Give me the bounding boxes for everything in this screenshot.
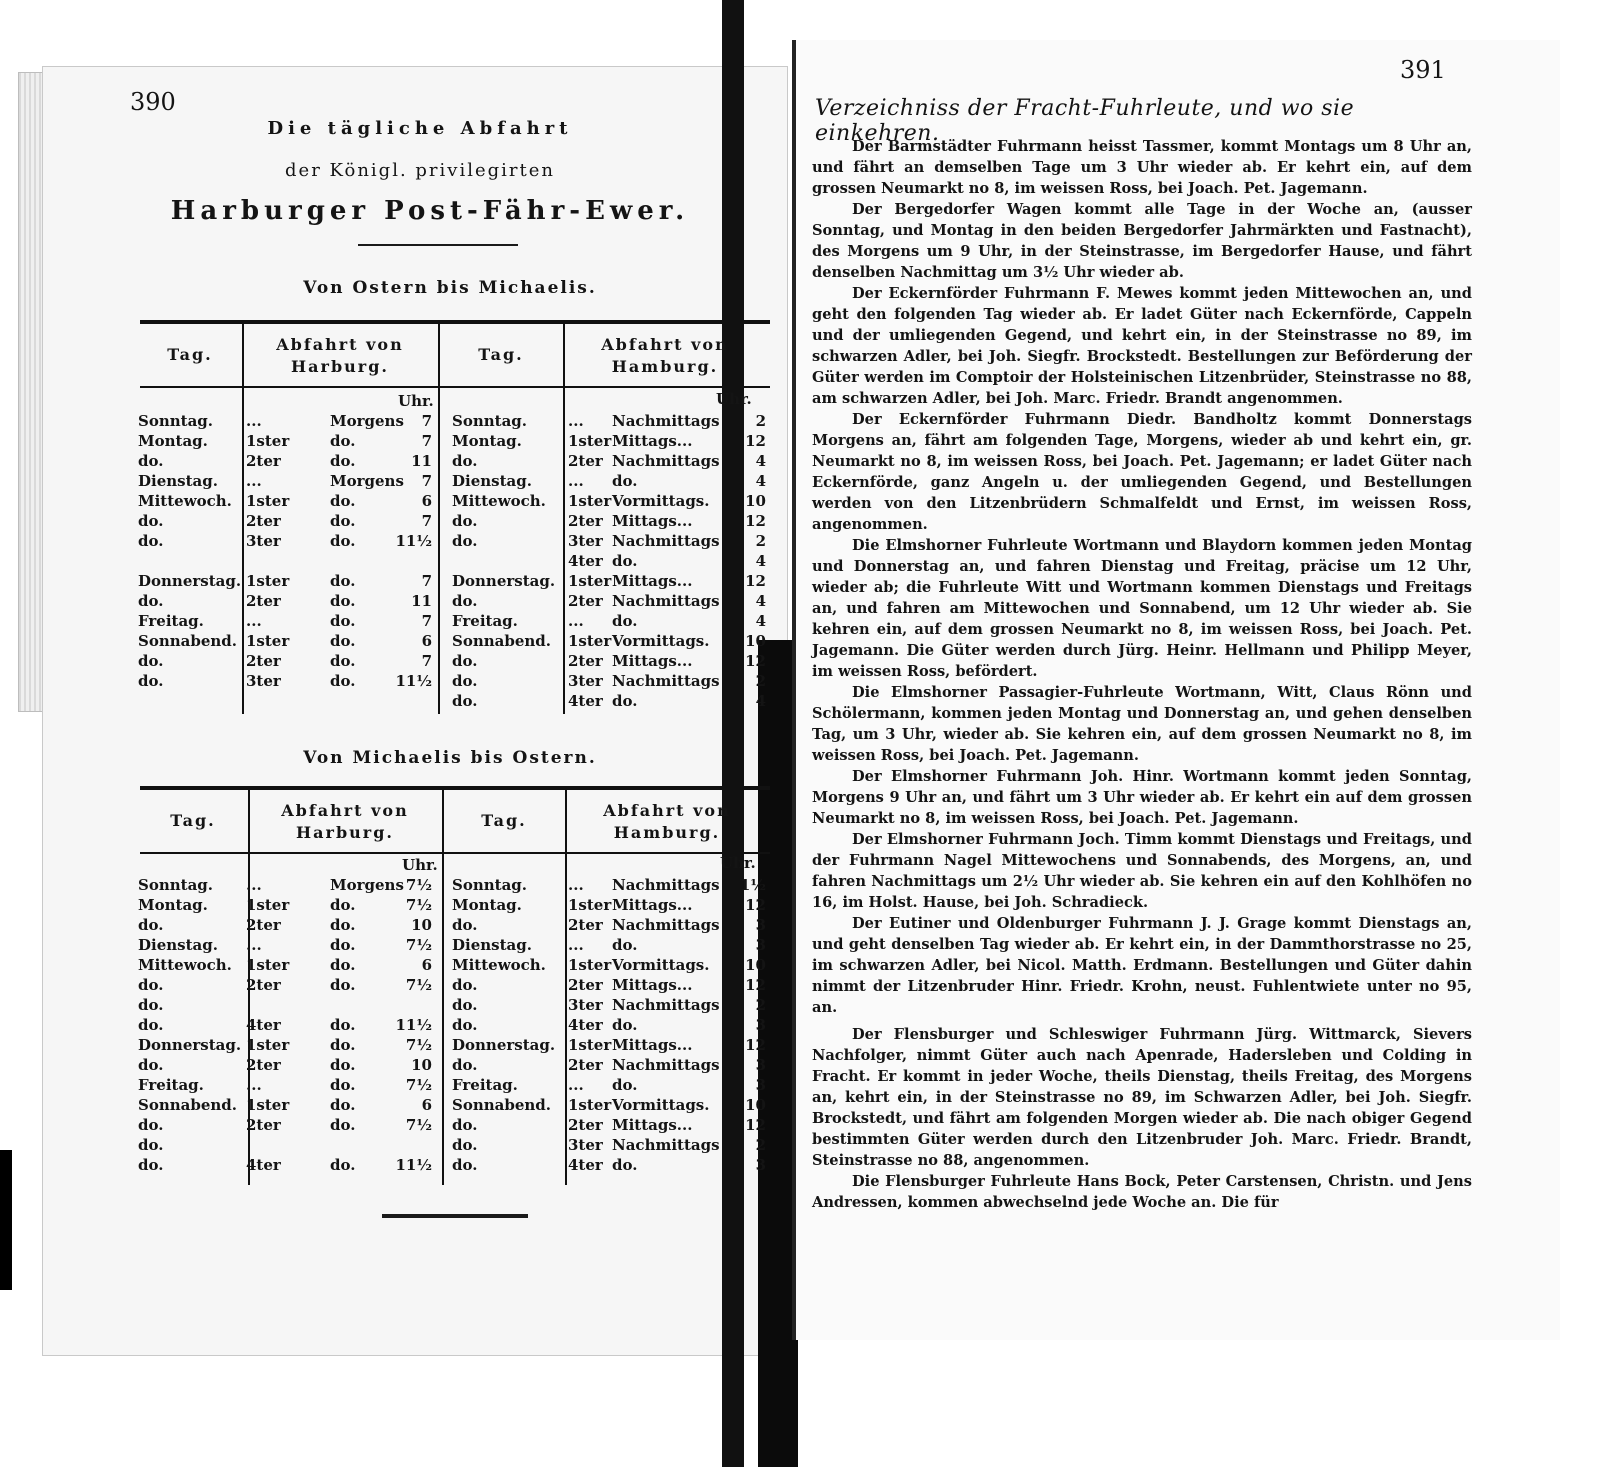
cell-b-hour: 12 xyxy=(745,896,766,914)
cell-b-ord: 1ster xyxy=(568,956,612,974)
cell-h-hour: 7 xyxy=(421,412,432,430)
cell-h-hour: 11 xyxy=(411,452,432,470)
cell-b-time: Nachmittags xyxy=(612,592,720,610)
col-abfahrt-harburg: Abfahrt von Harburg. xyxy=(281,801,409,842)
cell-h-hour: 7½ xyxy=(405,976,432,994)
cell-b-hour: 4 xyxy=(755,472,766,490)
cell-b-ord: 2ter xyxy=(568,592,603,610)
cell-day2: Sonnabend. xyxy=(452,632,552,650)
cell-b-hour: 2 xyxy=(755,996,766,1014)
cell-b-ord: 2ter xyxy=(568,916,603,934)
cell-h-ord: 1ster xyxy=(246,432,290,450)
table-top-rule xyxy=(140,320,770,324)
cell-b-time: do. xyxy=(612,1156,638,1174)
cell-b-time: do. xyxy=(612,692,638,710)
cell-h-hour: 11½ xyxy=(395,532,432,550)
carrier-paragraph: Der Bergedorfer Wagen kommt alle Tage in der Woche an, (ausser Sonntag, und Montag in den beiden Bergedorfer Jahrmärkten und Fastnacht), des Morgens um 9 Uhr, in der Steinstrasse, im Bergedorfer Hause, und fährt denselben Nachmittag um 3½ Uhr wieder ab. xyxy=(812,201,1472,281)
carrier-paragraphs xyxy=(812,136,1472,1213)
cell-day2: Montag. xyxy=(452,896,522,914)
cell-b-hour: 12 xyxy=(745,1116,766,1134)
cell-b-ord: 2ter xyxy=(568,976,603,994)
cell-b-ord: ... xyxy=(568,936,584,954)
cell-b-time: Vormittags. xyxy=(612,632,710,650)
carrier-paragraph: Der Elmshorner Fuhrmann Joch. Timm kommt Dienstags und Freitags, und der Fuhrmann Nagel Mittewochens und Sonnabends, des Morgens, an, und fahren Nachmittags um 2½ Uhr wieder ab. Sie kehren ein auf den Kohlhöfen no 16, im Holst. Hause, bei Joh. Schradieck. xyxy=(812,831,1472,911)
cell-day2: do. xyxy=(452,532,478,550)
cell-h-time: do. xyxy=(330,672,356,690)
cell-b-hour: 3 xyxy=(755,916,766,934)
cell-day: do. xyxy=(138,512,164,530)
carrier-paragraph: Der Eckernförder Fuhrmann F. Mewes kommt jeden Mittewochen an, und geht den folgenden Tag wieder ab. Er ladet Güter nach Eckernförde, Cappeln und der umliegenden Gegend, und kehrt ein, in der Steinstrasse no 89, im schwarzen Adler, bei Joh. Siegfr. Brockstedt. Bestellungen zur Beförderung der Güter werden im Comptoir der Holsteinischen Litzenbrüder, Steinstrasse no 88, am schwarzen Adler, bei Joh. Marc. Friedr. Brandt angenommen. xyxy=(812,285,1472,407)
table-row xyxy=(140,1036,770,1056)
cell-day2: do. xyxy=(452,672,478,690)
cell-day2: do. xyxy=(452,996,478,1014)
cell-b-time: Mittags... xyxy=(612,1116,693,1134)
cell-h-ord: ... xyxy=(246,472,262,490)
table-row xyxy=(140,916,770,936)
cell-h-ord: ... xyxy=(246,1076,262,1094)
cell-day: Donnerstag. xyxy=(138,1036,242,1054)
cell-h-hour: 11½ xyxy=(395,672,432,690)
cell-h-hour: 7 xyxy=(421,512,432,530)
cell-b-ord: 1ster xyxy=(568,572,612,590)
cell-day2: Dienstag. xyxy=(452,472,532,490)
cell-b-ord: 1ster xyxy=(568,896,612,914)
cell-b-ord: 1ster xyxy=(568,432,612,450)
cell-b-hour: 3 xyxy=(755,936,766,954)
cell-h-ord: 4ter xyxy=(246,1016,281,1034)
cell-b-time: Nachmittags xyxy=(612,452,720,470)
cell-h-ord: 1ster xyxy=(246,572,290,590)
col-tag-2: Tag. xyxy=(481,811,527,830)
cell-b-ord: 3ter xyxy=(568,532,603,550)
cell-h-ord: 2ter xyxy=(246,652,281,670)
cell-h-time: Morgens xyxy=(330,412,404,430)
cell-b-hour: 2 xyxy=(755,672,766,690)
closing-rule xyxy=(382,1214,528,1218)
col-abfahrt-harburg: Abfahrt von Harburg. xyxy=(276,335,404,376)
cell-day2: do. xyxy=(452,1116,478,1134)
cell-day2: Mittewoch. xyxy=(452,492,546,510)
cell-day: do. xyxy=(138,672,164,690)
cell-b-ord: 2ter xyxy=(568,452,603,470)
cell-h-time: do. xyxy=(330,592,356,610)
cell-b-time: Mittags... xyxy=(612,1036,693,1054)
cell-b-time: do. xyxy=(612,1076,638,1094)
cell-day2: Sonntag. xyxy=(452,876,528,894)
table-row xyxy=(140,492,770,512)
cell-b-hour: 4 xyxy=(755,612,766,630)
cell-h-time: do. xyxy=(330,916,356,934)
cell-day2: Freitag. xyxy=(452,1076,518,1094)
scan-edge xyxy=(0,1150,12,1290)
cell-day: do. xyxy=(138,532,164,550)
cell-h-hour: 7½ xyxy=(405,1076,432,1094)
cell-day: do. xyxy=(138,996,164,1014)
cell-b-hour: 2 xyxy=(755,1136,766,1154)
cell-b-hour: 12 xyxy=(745,572,766,590)
cell-day2: Sonnabend. xyxy=(452,1096,552,1114)
uhr-label-2: Uhr. xyxy=(716,390,752,408)
cell-b-time: Mittags... xyxy=(612,976,693,994)
summer-table xyxy=(140,320,770,720)
cell-day2: do. xyxy=(452,1056,478,1074)
cell-b-time: Mittags... xyxy=(612,896,693,914)
cell-h-hour: 7 xyxy=(421,612,432,630)
cell-b-ord: ... xyxy=(568,412,584,430)
cell-day: Dienstag. xyxy=(138,472,218,490)
heading-line-2: der Königl. privilegirten xyxy=(285,160,555,181)
cell-h-hour: 7½ xyxy=(405,896,432,914)
cell-b-hour: 12 xyxy=(745,976,766,994)
table-row xyxy=(140,432,770,452)
cell-day: do. xyxy=(138,1116,164,1134)
cell-b-ord: 3ter xyxy=(568,996,603,1014)
cell-b-time: Mittags... xyxy=(612,512,693,530)
header-rule xyxy=(140,852,770,854)
heading-line-3: Harburger Post-Fähr-Ewer. xyxy=(170,196,690,226)
winter-title: Von Michaelis bis Ostern. xyxy=(303,748,597,768)
cell-h-hour: 7 xyxy=(421,652,432,670)
cell-b-hour: 12 xyxy=(745,512,766,530)
right-page-number: 391 xyxy=(1400,56,1446,84)
cell-b-hour: 4 xyxy=(755,452,766,470)
summer-title: Von Ostern bis Michaelis. xyxy=(303,278,597,298)
carrier-paragraph: Der Eutiner und Oldenburger Fuhrmann J. J. Grage kommt Dienstags an, und geht denselben Tag wieder ab. Er kehrt ein, in der Dammthorstrasse no 25, im schwarzen Adler, bei Nicol. Matth. Erdmann. Bestellungen und Güter dahin nimmt der Litzenbruder Hinr. Friedr. Krohn, neust. Fuhlentwiete unter no 95, an. xyxy=(812,915,1472,1016)
cell-b-hour: 1½ xyxy=(739,876,766,894)
cell-b-ord: 4ter xyxy=(568,1016,603,1034)
cell-day2: do. xyxy=(452,916,478,934)
cell-b-hour: 3 xyxy=(755,1056,766,1074)
cell-b-hour: 2 xyxy=(755,532,766,550)
cell-b-time: do. xyxy=(612,612,638,630)
cell-b-hour: 4 xyxy=(755,592,766,610)
cell-day2: Freitag. xyxy=(452,612,518,630)
uhr-label: Uhr. xyxy=(402,856,438,874)
cell-b-ord: 4ter xyxy=(568,552,603,570)
cell-b-hour: 10 xyxy=(745,956,766,974)
cell-h-hour: 7½ xyxy=(405,1036,432,1054)
table-row xyxy=(140,936,770,956)
cell-h-hour: 7 xyxy=(421,472,432,490)
col-abfahrt-hamburg: Abfahrt von Hamburg. xyxy=(601,335,729,376)
cell-h-ord: ... xyxy=(246,876,262,894)
cell-b-hour: 4 xyxy=(755,552,766,570)
cell-day2: do. xyxy=(452,592,478,610)
cell-b-ord: 2ter xyxy=(568,1116,603,1134)
cell-h-time: Morgens xyxy=(330,876,404,894)
cell-day: Sonntag. xyxy=(138,412,214,430)
cell-b-ord: ... xyxy=(568,876,584,894)
table-row xyxy=(140,652,770,672)
cell-day: Sonntag. xyxy=(138,876,214,894)
cell-b-time: do. xyxy=(612,472,638,490)
cell-b-ord: 2ter xyxy=(568,512,603,530)
cell-b-hour: 3 xyxy=(755,1076,766,1094)
cell-b-time: do. xyxy=(612,1016,638,1034)
cell-day2: do. xyxy=(452,512,478,530)
cell-b-ord: 1ster xyxy=(568,632,612,650)
cell-b-time: Nachmittags xyxy=(612,916,720,934)
cell-h-ord: 2ter xyxy=(246,916,281,934)
cell-b-hour: 3 xyxy=(755,1156,766,1174)
cell-h-ord: ... xyxy=(246,412,262,430)
cell-b-ord: 2ter xyxy=(568,652,603,670)
cell-h-hour: 6 xyxy=(421,632,432,650)
cell-h-hour: 7 xyxy=(421,432,432,450)
cell-b-ord: 1ster xyxy=(568,1036,612,1054)
cell-b-hour: 2 xyxy=(755,412,766,430)
cell-day2: do. xyxy=(452,1136,478,1154)
cell-day: do. xyxy=(138,1016,164,1034)
cell-day: Mittewoch. xyxy=(138,956,232,974)
table-row xyxy=(140,1096,770,1116)
cell-day: Montag. xyxy=(138,896,208,914)
cell-day: Freitag. xyxy=(138,1076,204,1094)
col-tag-2: Tag. xyxy=(478,345,524,364)
cell-b-ord: 4ter xyxy=(568,1156,603,1174)
cell-day: do. xyxy=(138,1156,164,1174)
cell-b-hour: 10 xyxy=(745,492,766,510)
heading-rule xyxy=(358,244,518,246)
table-row xyxy=(140,512,770,532)
cell-b-ord: 1ster xyxy=(568,1096,612,1114)
cell-b-ord: ... xyxy=(568,472,584,490)
table-row xyxy=(140,996,770,1016)
cell-day: Sonnabend. xyxy=(138,1096,238,1114)
cell-b-time: Nachmittags xyxy=(612,1056,720,1074)
col-tag: Tag. xyxy=(167,345,213,364)
cell-h-hour: 10 xyxy=(411,1056,432,1074)
cell-b-time: Vormittags. xyxy=(612,956,710,974)
table-row xyxy=(140,412,770,432)
table-row xyxy=(140,572,770,592)
cell-b-time: Mittags... xyxy=(612,652,693,670)
cell-h-time: Morgens xyxy=(330,472,404,490)
cell-h-time: do. xyxy=(330,936,356,954)
carrier-paragraph: Die Elmshorner Passagier-Fuhrleute Wortmann, Witt, Claus Rönn und Schölermann, kommen jeden Montag und Donnerstag an, und gehen denselben Tag, um 3 Uhr, wieder ab. Sie kehren ein, auf dem grossen Neumarkt no 8, im weissen Ross, bei Joach. Pet. Jagemann. xyxy=(812,684,1472,764)
cell-h-ord: 2ter xyxy=(246,976,281,994)
cell-b-hour: 12 xyxy=(745,1036,766,1054)
cell-h-time: do. xyxy=(330,652,356,670)
cell-day: do. xyxy=(138,976,164,994)
cell-day: Sonnabend. xyxy=(138,632,238,650)
winter-table xyxy=(140,786,770,1186)
cell-h-time: do. xyxy=(330,572,356,590)
cell-h-hour: 7½ xyxy=(405,936,432,954)
cell-h-time: do. xyxy=(330,632,356,650)
cell-day2: Donnerstag. xyxy=(452,572,556,590)
cell-b-time: Nachmittags xyxy=(612,996,720,1014)
cell-day: do. xyxy=(138,452,164,470)
cell-h-time: do. xyxy=(330,432,356,450)
cell-b-time: Mittags... xyxy=(612,432,693,450)
cell-b-hour: 12 xyxy=(745,432,766,450)
cell-h-hour: 7½ xyxy=(405,876,432,894)
table-row xyxy=(140,472,770,492)
cell-h-ord: 1ster xyxy=(246,1096,290,1114)
cell-h-ord: 1ster xyxy=(246,896,290,914)
cell-h-ord: ... xyxy=(246,612,262,630)
cell-h-hour: 7 xyxy=(421,572,432,590)
carrier-paragraph: Der Barmstädter Fuhrmann heisst Tassmer, kommt Montags um 8 Uhr an, und fährt an demselben Tage um 3 Uhr wieder ab. Er kehrt ein, auf dem grossen Neumarkt no 8, im weissen Ross, bei Joach. Pet. Jagemann. xyxy=(812,138,1472,197)
cell-day: do. xyxy=(138,652,164,670)
table-row xyxy=(140,976,770,996)
table-row xyxy=(140,1156,770,1176)
table-row xyxy=(140,532,770,552)
cell-b-ord: ... xyxy=(568,1076,584,1094)
cell-b-ord: ... xyxy=(568,612,584,630)
cell-h-ord: 2ter xyxy=(246,1116,281,1134)
cell-day2: do. xyxy=(452,1156,478,1174)
cell-day2: Donnerstag. xyxy=(452,1036,556,1054)
carrier-paragraph: Die Elmshorner Fuhrleute Wortmann und Blaydorn kommen jeden Montag und Donnerstag an, und fahren Dienstag und Freitag, präcise um 12 Uhr, wieder ab; die Fuhrleute Witt und Wortmann kommen Dienstags und Freitags an, und fahren am Mittewochen und Sonnabend, um 12 Uhr wieder ab. Sie kehren ein, auf dem grossen Neumarkt no 8, im weissen Ross, bei Joach. Pet. Jagemann. Die Güter werden durch Jürg. Heinr. Hellmann und Philipp Meyer, im weissen Ross, befördert. xyxy=(812,537,1472,680)
carrier-paragraph: Der Elmshorner Fuhrmann Joh. Hinr. Wortmann kommt jeden Sonntag, Morgens 9 Uhr an, und fährt um 3 Uhr wieder ab. Er kehrt ein auf dem grossen Neumarkt no 8, im weissen Ross, bei Joach. Pet. Jagemann. xyxy=(812,768,1472,827)
cell-h-time: do. xyxy=(330,1116,356,1134)
left-page-number: 390 xyxy=(130,88,176,116)
cell-day2: Montag. xyxy=(452,432,522,450)
cell-h-time: do. xyxy=(330,1076,356,1094)
cell-b-time: Nachmittags xyxy=(612,672,720,690)
cell-h-ord: 2ter xyxy=(246,1056,281,1074)
table-row xyxy=(140,632,770,652)
cell-b-time: do. xyxy=(612,552,638,570)
cell-b-time: Vormittags. xyxy=(612,1096,710,1114)
cell-day: Donnerstag. xyxy=(138,572,242,590)
cell-h-time: do. xyxy=(330,1016,356,1034)
cell-h-hour: 10 xyxy=(411,916,432,934)
cell-h-hour: 7½ xyxy=(405,1116,432,1134)
cell-h-hour: 11½ xyxy=(395,1016,432,1034)
carrier-paragraph: Die Flensburger Fuhrleute Hans Bock, Peter Carstensen, Christn. und Jens Andressen, kommen abwechselnd jede Woche an. Die für xyxy=(812,1173,1472,1211)
table-row xyxy=(140,592,770,612)
cell-day: do. xyxy=(138,1136,164,1154)
table-row xyxy=(140,692,770,712)
cell-h-ord: 1ster xyxy=(246,956,290,974)
cell-b-ord: 2ter xyxy=(568,1056,603,1074)
cell-b-hour: 12 xyxy=(745,652,766,670)
cell-h-time: do. xyxy=(330,532,356,550)
cell-h-time: do. xyxy=(330,1156,356,1174)
cell-b-hour: 10 xyxy=(745,632,766,650)
cell-h-hour: 6 xyxy=(421,492,432,510)
cell-h-ord: 2ter xyxy=(246,592,281,610)
carrier-paragraph: Der Flensburger und Schleswiger Fuhrmann Jürg. Wittmarck, Sievers Nachfolger, nimmt Güter auch nach Apenrade, Hadersleben und Colding in Fracht. Er kommt in jeder Woche, theils Dienstag, theils Freitag, des Morgens an, kehrt ein, in der Steinstrasse no 89, im Schwarzen Adler, bei Joh. Siegfr. Brockstedt, und fährt am folgenden Morgen wieder ab. Die nach obiger Gegend bestimmten Güter werden durch den Litzenbruder Joh. Marc. Friedr. Brandt, Steinstrasse no 88, angenommen. xyxy=(812,1026,1472,1169)
cell-day: Montag. xyxy=(138,432,208,450)
uhr-label-2: Uhr. xyxy=(720,854,756,872)
right-page-title: Verzeichniss der Fracht-Fuhrleute, und wo sie einkehren. xyxy=(815,96,1355,146)
cell-h-ord: 1ster xyxy=(246,1036,290,1054)
cell-h-ord: 1ster xyxy=(246,632,290,650)
table-row xyxy=(140,1116,770,1136)
cell-h-ord: 2ter xyxy=(246,512,281,530)
cell-b-time: do. xyxy=(612,936,638,954)
table-row xyxy=(140,672,770,692)
cell-h-time: do. xyxy=(330,1056,356,1074)
table-row xyxy=(140,956,770,976)
cell-h-ord: 2ter xyxy=(246,452,281,470)
cell-h-ord: ... xyxy=(246,936,262,954)
cell-day: Dienstag. xyxy=(138,936,218,954)
cell-h-time: do. xyxy=(330,1036,356,1054)
uhr-label: Uhr. xyxy=(398,392,434,410)
cell-day: do. xyxy=(138,592,164,610)
cell-b-ord: 1ster xyxy=(568,492,612,510)
cell-h-hour: 6 xyxy=(421,956,432,974)
table-row xyxy=(140,452,770,472)
cell-day2: Mittewoch. xyxy=(452,956,546,974)
cell-h-time: do. xyxy=(330,896,356,914)
cell-h-time: do. xyxy=(330,1096,356,1114)
header-rule xyxy=(140,386,770,388)
table-row xyxy=(140,1136,770,1156)
cell-day2: do. xyxy=(452,976,478,994)
table-row xyxy=(140,552,770,572)
cell-h-hour: 6 xyxy=(421,1096,432,1114)
cell-day2: Dienstag. xyxy=(452,936,532,954)
cell-day2: do. xyxy=(452,652,478,670)
cell-day: do. xyxy=(138,1056,164,1074)
cell-h-time: do. xyxy=(330,956,356,974)
cell-b-time: Mittags... xyxy=(612,572,693,590)
cell-h-ord: 1ster xyxy=(246,492,290,510)
cell-b-time: Vormittags. xyxy=(612,492,710,510)
cell-b-time: Nachmittags xyxy=(612,532,720,550)
cell-b-ord: 3ter xyxy=(568,1136,603,1154)
col-abfahrt-hamburg: Abfahrt von Hamburg. xyxy=(603,801,731,842)
cell-h-ord: 4ter xyxy=(246,1156,281,1174)
cell-b-time: Nachmittags xyxy=(612,412,720,430)
cell-h-hour: 11 xyxy=(411,592,432,610)
cell-h-hour: 11½ xyxy=(395,1156,432,1174)
carrier-paragraph: Der Eckernförder Fuhrmann Diedr. Bandholtz kommt Donnerstags Morgens an, fährt am folgenden Tage, Morgens, wieder ab und kehrt ein, gr. Neumarkt no 8, im weissen Ross, bei Joach. Pet. Jagemann; er ladet Güter nach Eckernförde, ganz Angeln u. der umliegenden Gegend, und Bestellungen werden von den Litzenbrüdern Schmalfeldt und Ernst, im weissen Ross, angenommen. xyxy=(812,411,1472,533)
cell-h-time: do. xyxy=(330,976,356,994)
cell-b-hour: 4 xyxy=(755,692,766,710)
table-row xyxy=(140,896,770,916)
cell-day: Mittewoch. xyxy=(138,492,232,510)
cell-b-hour: 3 xyxy=(755,1016,766,1034)
cell-day2: do. xyxy=(452,452,478,470)
table-row xyxy=(140,876,770,896)
cell-h-time: do. xyxy=(330,492,356,510)
cell-h-ord: 3ter xyxy=(246,672,281,690)
cell-b-time: Nachmittags xyxy=(612,876,720,894)
table-row xyxy=(140,1016,770,1036)
heading-line-1: Die tägliche Abfahrt xyxy=(267,118,573,139)
cell-h-time: do. xyxy=(330,512,356,530)
cell-h-time: do. xyxy=(330,612,356,630)
cell-day2: do. xyxy=(452,1016,478,1034)
cell-day: do. xyxy=(138,916,164,934)
cell-b-ord: 4ter xyxy=(568,692,603,710)
cell-h-ord: 3ter xyxy=(246,532,281,550)
cell-b-time: Nachmittags xyxy=(612,1136,720,1154)
cell-day2: Sonntag. xyxy=(452,412,528,430)
cell-b-hour: 10 xyxy=(745,1096,766,1114)
table-row xyxy=(140,1056,770,1076)
col-tag: Tag. xyxy=(170,811,216,830)
cell-h-time: do. xyxy=(330,452,356,470)
cell-day: Freitag. xyxy=(138,612,204,630)
table-row xyxy=(140,612,770,632)
cell-b-ord: 3ter xyxy=(568,672,603,690)
table-top-rule xyxy=(140,786,770,790)
cell-day2: do. xyxy=(452,692,478,710)
table-row xyxy=(140,1076,770,1096)
